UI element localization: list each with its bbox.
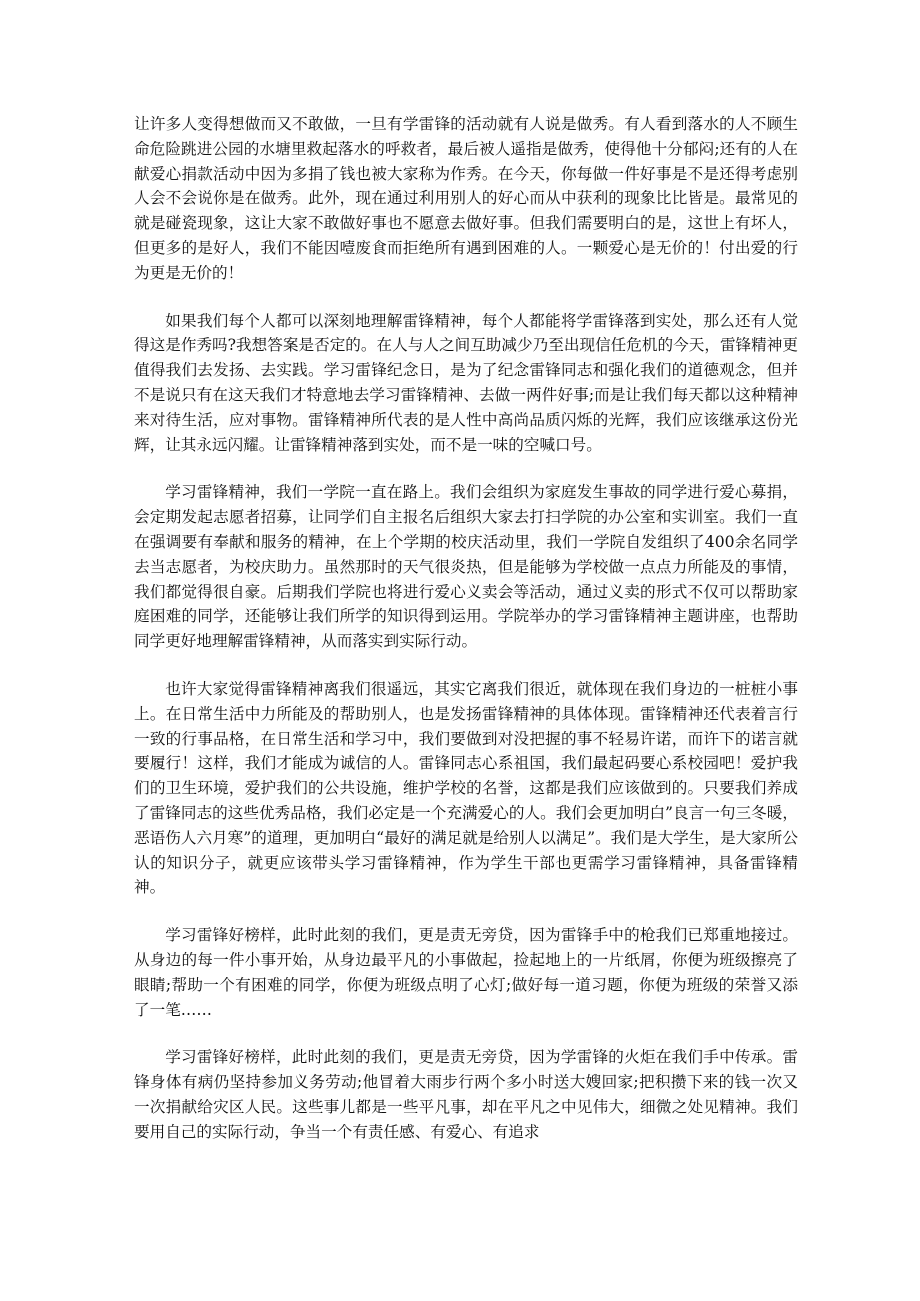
paragraph-4: 也许大家觉得雷锋精神离我们很遥远，其实它离我们很近，就体现在我们身边的一桩桩小事上。在日常生活中力所能及的帮助别人，也是发扬雷锋精神的具体体现。雷锋精神还代表着言行一致的行事品格，在日常生活和学习中，我们要做到对没把握的事不轻易许诺，而许下的诺言就要履行！这样，我们才能成为诚信的人。雷锋同志心系祖国，我们最起码要心系校园吧！爱护我们的卫生环境，爱护我们的公共设施，维护学校的名誉，这都是我们应该做到的。只要我们养成了雷锋同志的这些优秀品格，我们必定是一个充满爱心的人。我们会更加明白”良言一句三冬暖，恶语伤人六月寒”的道理，更加明白“最好的满足就是给别人以满足”。我们是大学生，是大家所公认的知识分子，就更应该带头学习雷锋精神，作为学生干部也更需学习雷锋精神，具备雷锋精神。: [134, 679, 798, 897]
paragraph-2: 如果我们每个人都可以深刻地理解雷锋精神，每个人都能将学雷锋落到实处，那么还有人觉得这是作秀吗?我想答案是否定的。在人与人之间互助减少乃至出现信任危机的今天，雷锋精神更值得我们去发扬、去实践。学习雷锋纪念日，是为了纪念雷锋同志和强化我们的道德观念，但并不是说只有在这天我们才特意地去学习雷锋精神、去做一两件好事;而是让我们每天都以这种精神来对待生活，应对事物。雷锋精神所代表的是人性中高尚品质闪烁的光辉，我们应该继承这份光辉，让其永远闪耀。让雷锋精神落到实处，而不是一味的空喊口号。: [134, 311, 798, 454]
paragraph-5: 学习雷锋好榜样，此时此刻的我们，更是责无旁贷，因为雷锋手中的枪我们已郑重地接过。从身边的每一件小事开始，从身边最平凡的小事做起，捡起地上的一片纸屑，你便为班级擦亮了眼睛;帮助一个有困难的同学，你便为班级点明了心灯;做好每一道习题，你便为班级的荣誉又添了一笔……: [134, 926, 798, 1019]
paragraph-3: 学习雷锋精神，我们一学院一直在路上。我们会组织为家庭发生事故的同学进行爱心募捐，会定期发起志愿者招募，让同学们自主报名后组织大家去打扫学院的办公室和实训室。我们一直在强调要有奉献和服务的精神，在上个学期的校庆活动里，我们一学院自发组织了400余名同学去当志愿者，为校庆助力。虽然那时的天气很炎热，但是能够为学校做一点点力所能及的事情，我们都觉得很自豪。后期我们学院也将进行爱心义卖会等活动，通过义卖的形式不仅可以帮助家庭困难的同学，还能够让我们所学的知识得到运用。学院举办的学习雷锋精神主题讲座，也帮助同学更好地理解雷锋精神，从而落实到实际行动。: [134, 483, 798, 651]
paragraph-1: 让许多人变得想做而又不敢做，一旦有学雷锋的活动就有人说是做秀。有人看到落水的人不顾生命危险跳进公园的水塘里救起落水的呼救者，最后被人遥指是做秀，使得他十分郁闷;还有的人在献爱心捐款活动中因为多捐了钱也被大家称为作秀。在今天，你每做一件好事是不是还得考虑别人会不会说你是在做秀。此外，现在通过利用别人的好心而从中获利的现象比比皆是。最常见的就是碰瓷现象，这让大家不敢做好事也不愿意去做好事。但我们需要明白的是，这世上有坏人，但更多的是好人，我们不能因噎废食而拒绝所有遇到困难的人。一颗爱心是无价的！付出爱的行为更是无价的！: [134, 115, 798, 282]
document-page: [134, 112, 798, 1167]
paragraph-6: 学习雷锋好榜样，此时此刻的我们，更是责无旁贷，因为学雷锋的火炬在我们手中传承。雷锋身体有病仍坚持参加义务劳动;他冒着大雨步行两个多小时送大嫂回家;把积攒下来的钱一次又一次捐献给灾区人民。这些事儿都是一些平凡事，却在平凡之中见伟大，细微之处见精神。我们要用自己的实际行动，争当一个有责任感、有爱心、有追求: [134, 1048, 798, 1141]
